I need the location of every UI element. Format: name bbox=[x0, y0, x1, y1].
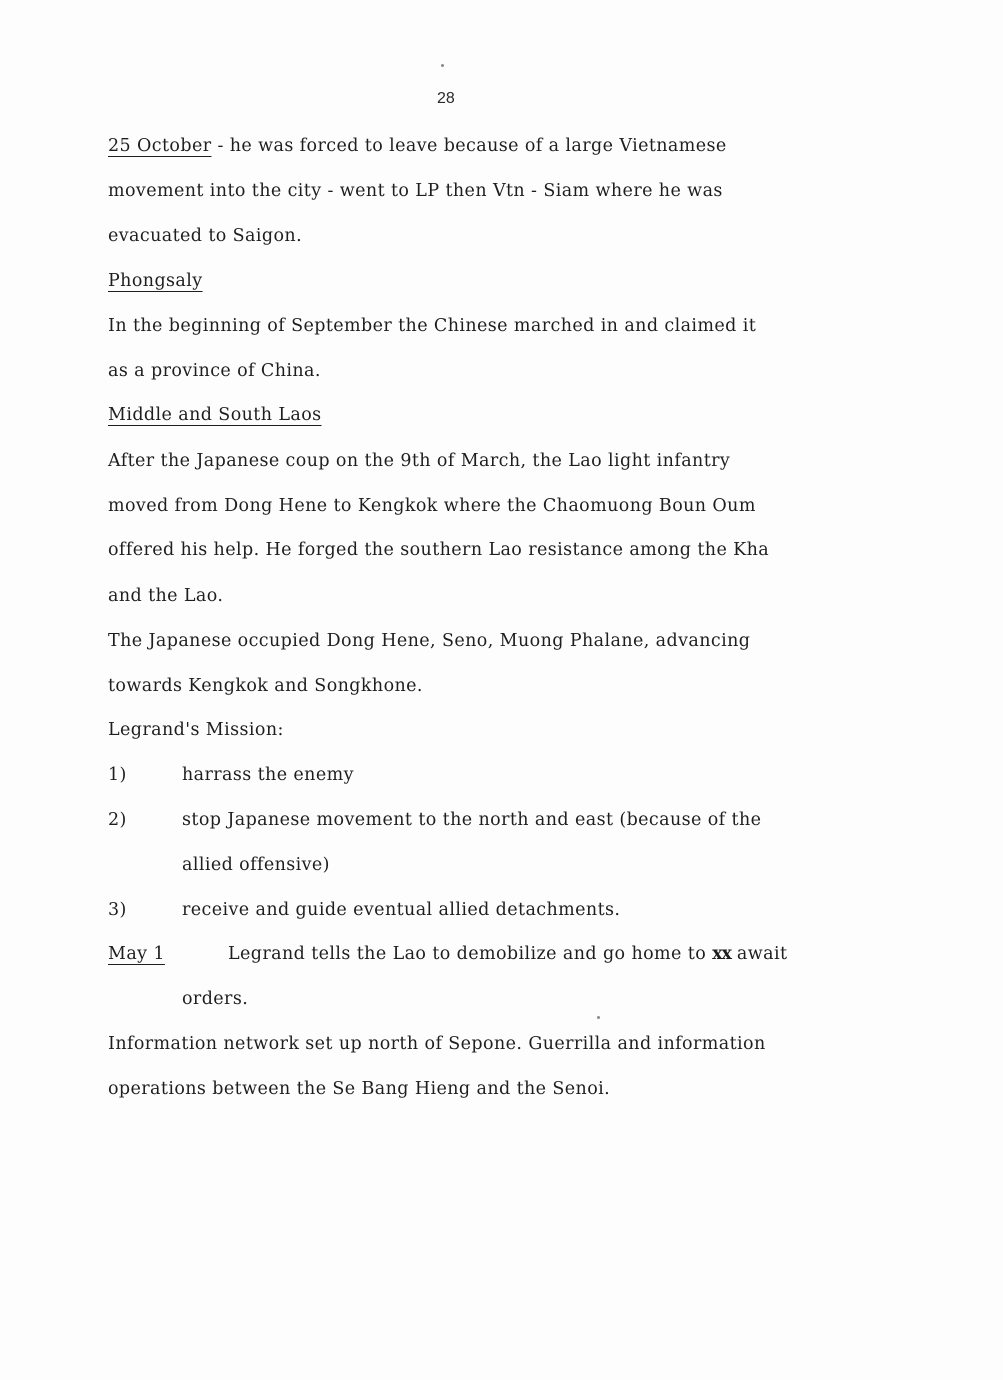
heading-middle-south-laos: Middle and South Laos bbox=[108, 405, 322, 425]
para1-line1 bbox=[108, 135, 727, 157]
middle-south-line2: moved from Dong Hene to Kengkok where the Chaomuong Boun Oum bbox=[108, 496, 756, 516]
mission-item-text: receive and guide eventual allied detachments. bbox=[182, 900, 621, 920]
scan-speck bbox=[597, 1016, 600, 1019]
closing-line2: operations between the Se Bang Hieng and the Senoi. bbox=[108, 1079, 611, 1099]
heading-phongsaly: Phongsaly bbox=[108, 271, 203, 291]
scan-speck bbox=[441, 64, 444, 67]
middle-south-line1: After the Japanese coup on the 9th of March, the Lao light infantry bbox=[108, 451, 731, 471]
mission-item-text: harrass the enemy bbox=[182, 765, 354, 785]
mission-item-number: 1) bbox=[108, 765, 127, 785]
struck-out-text: xx bbox=[712, 944, 731, 964]
middle-south-line5: The Japanese occupied Dong Hene, Seno, Muong Phalane, advancing bbox=[108, 631, 751, 651]
para1-line2: movement into the city - went to LP then Vtn - Siam where he was bbox=[108, 181, 723, 201]
middle-south-line3: offered his help. He forged the southern Lao resistance among the Kha bbox=[108, 540, 770, 560]
may1-line1 bbox=[228, 943, 787, 965]
phongsaly-line1: In the beginning of September the Chinese marched in and claimed it bbox=[108, 316, 757, 336]
may1-continuation: orders. bbox=[182, 989, 249, 1009]
mission-item-text: stop Japanese movement to the north and east (because of the bbox=[182, 810, 762, 830]
para1-line1-text: - he was forced to leave because of a large Vietnamese bbox=[211, 136, 727, 156]
middle-south-line6: towards Kengkok and Songkhone. bbox=[108, 676, 423, 696]
may1-text-after: await bbox=[730, 944, 788, 964]
mission-title: Legrand's Mission: bbox=[108, 720, 284, 740]
mission-item-number: 2) bbox=[108, 810, 127, 830]
date-label-25-october: 25 October bbox=[108, 136, 212, 156]
page-number: 28 bbox=[437, 90, 455, 107]
phongsaly-line2: as a province of China. bbox=[108, 361, 321, 381]
date-label-may-1: May 1 bbox=[108, 944, 165, 964]
middle-south-line4: and the Lao. bbox=[108, 586, 224, 606]
mission-item-continuation: allied offensive) bbox=[182, 855, 330, 875]
mission-item-number: 3) bbox=[108, 900, 127, 920]
para1-line3: evacuated to Saigon. bbox=[108, 226, 303, 246]
closing-line1: Information network set up north of Sepone. Guerrilla and information bbox=[108, 1034, 766, 1054]
may1-text-before: Legrand tells the Lao to demobilize and go home to bbox=[228, 944, 713, 964]
